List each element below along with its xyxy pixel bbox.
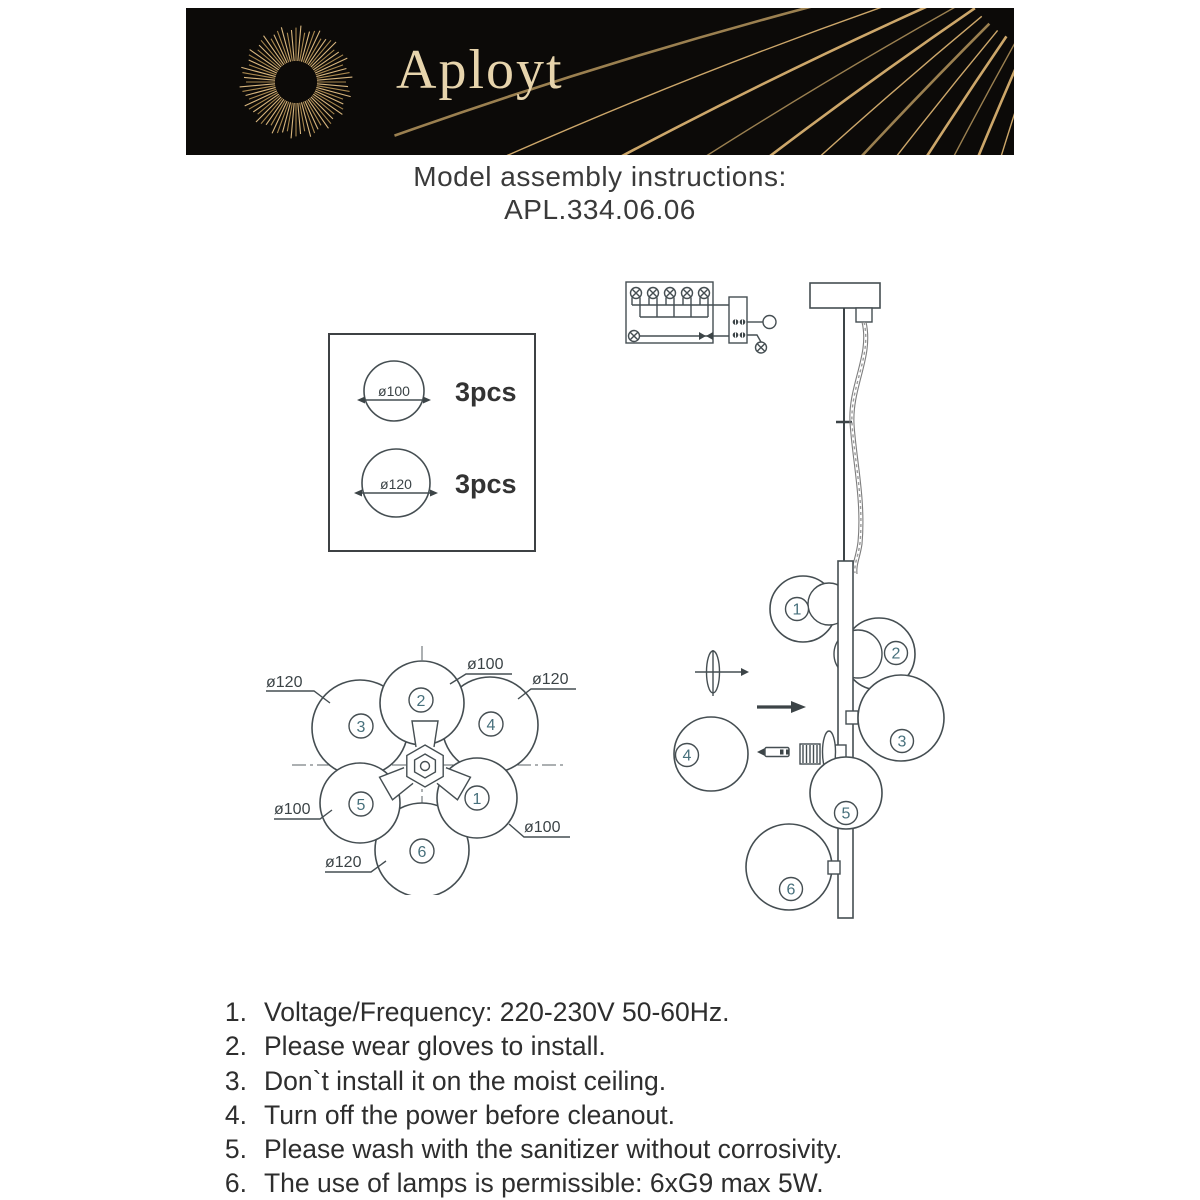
banner-decor	[186, 8, 1014, 155]
instruction-number: 1.	[224, 997, 247, 1027]
instruction-item	[213, 1166, 1063, 1200]
bulb-100-diameter: ø100	[378, 383, 410, 399]
instruction-item	[213, 1098, 1063, 1132]
instruction-text: Turn off the power before cleanout.	[264, 1099, 676, 1130]
dim-label: ø120	[325, 854, 362, 871]
top-view-diagram	[250, 640, 580, 895]
instruction-item	[213, 995, 1063, 1029]
bulb-100-figure	[357, 361, 517, 421]
junction-sphere	[763, 316, 776, 329]
pendant-assembly	[674, 283, 944, 918]
bulb-120-figure	[354, 449, 517, 517]
globe-4-number: 4	[486, 717, 496, 734]
globe-5-number: 5	[356, 797, 366, 814]
globe-6-number: 6	[786, 881, 796, 899]
instructions-list	[213, 995, 1063, 1200]
instruction-item	[213, 1029, 1063, 1063]
globe-2-number: 2	[416, 693, 426, 710]
insert-arrow-icon	[757, 701, 806, 713]
title-block	[0, 160, 1200, 226]
instruction-number: 5.	[224, 1134, 247, 1165]
side-view-diagram	[600, 262, 1020, 932]
globe-1-number: 1	[472, 791, 482, 808]
instruction-text: Please wear gloves to install.	[264, 1031, 606, 1062]
bulb-120-diameter: ø120	[380, 476, 412, 492]
instruction-text: Voltage/Frequency: 220-230V 50-60Hz.	[264, 997, 730, 1027]
instruction-item	[213, 1132, 1063, 1166]
globe-1-number: 1	[792, 601, 802, 619]
instruction-item	[213, 1064, 1063, 1098]
lamp-symbol	[756, 342, 767, 353]
dim-label: ø100	[467, 656, 504, 673]
instruction-text: Don`t install it on the moist ceiling.	[264, 1065, 667, 1096]
instruction-number: 4.	[224, 1099, 247, 1130]
dim-label: ø120	[532, 671, 569, 688]
ceiling-canopy	[810, 283, 880, 308]
power-cable	[850, 322, 868, 574]
dim-label: ø120	[266, 674, 303, 691]
bulb-120-qty: 3pcs	[455, 469, 517, 499]
document-title: Model assembly instructions:	[413, 161, 787, 192]
instruction-number: 3.	[224, 1065, 247, 1096]
model-number: APL.334.06.06	[504, 194, 696, 225]
globe-6-number: 6	[417, 844, 427, 861]
wiring-diagram	[626, 282, 776, 353]
brand-name: Aployt	[396, 39, 564, 101]
dim-label: ø100	[524, 819, 561, 836]
brand-banner	[186, 8, 1014, 155]
g9-bulb-icon	[757, 748, 790, 757]
instruction-number: 6.	[224, 1168, 247, 1199]
instruction-text: The use of lamps is permissible: 6xG9 max 5W.	[264, 1168, 824, 1199]
dim-label: ø100	[274, 801, 311, 818]
parts-list-box	[328, 333, 536, 552]
instruction-number: 2.	[224, 1031, 247, 1062]
instruction-text: Please wash with the sanitizer without corrosivity.	[264, 1134, 843, 1165]
globe-3-number: 3	[356, 719, 366, 736]
globe-5-number: 5	[841, 805, 851, 823]
globe-2-number: 2	[891, 645, 901, 663]
starburst-center	[275, 61, 317, 103]
globe-3-number: 3	[897, 733, 907, 751]
rotate-icon	[695, 650, 749, 696]
bulb-100-qty: 3pcs	[455, 377, 517, 407]
globe-4-number: 4	[682, 747, 692, 765]
